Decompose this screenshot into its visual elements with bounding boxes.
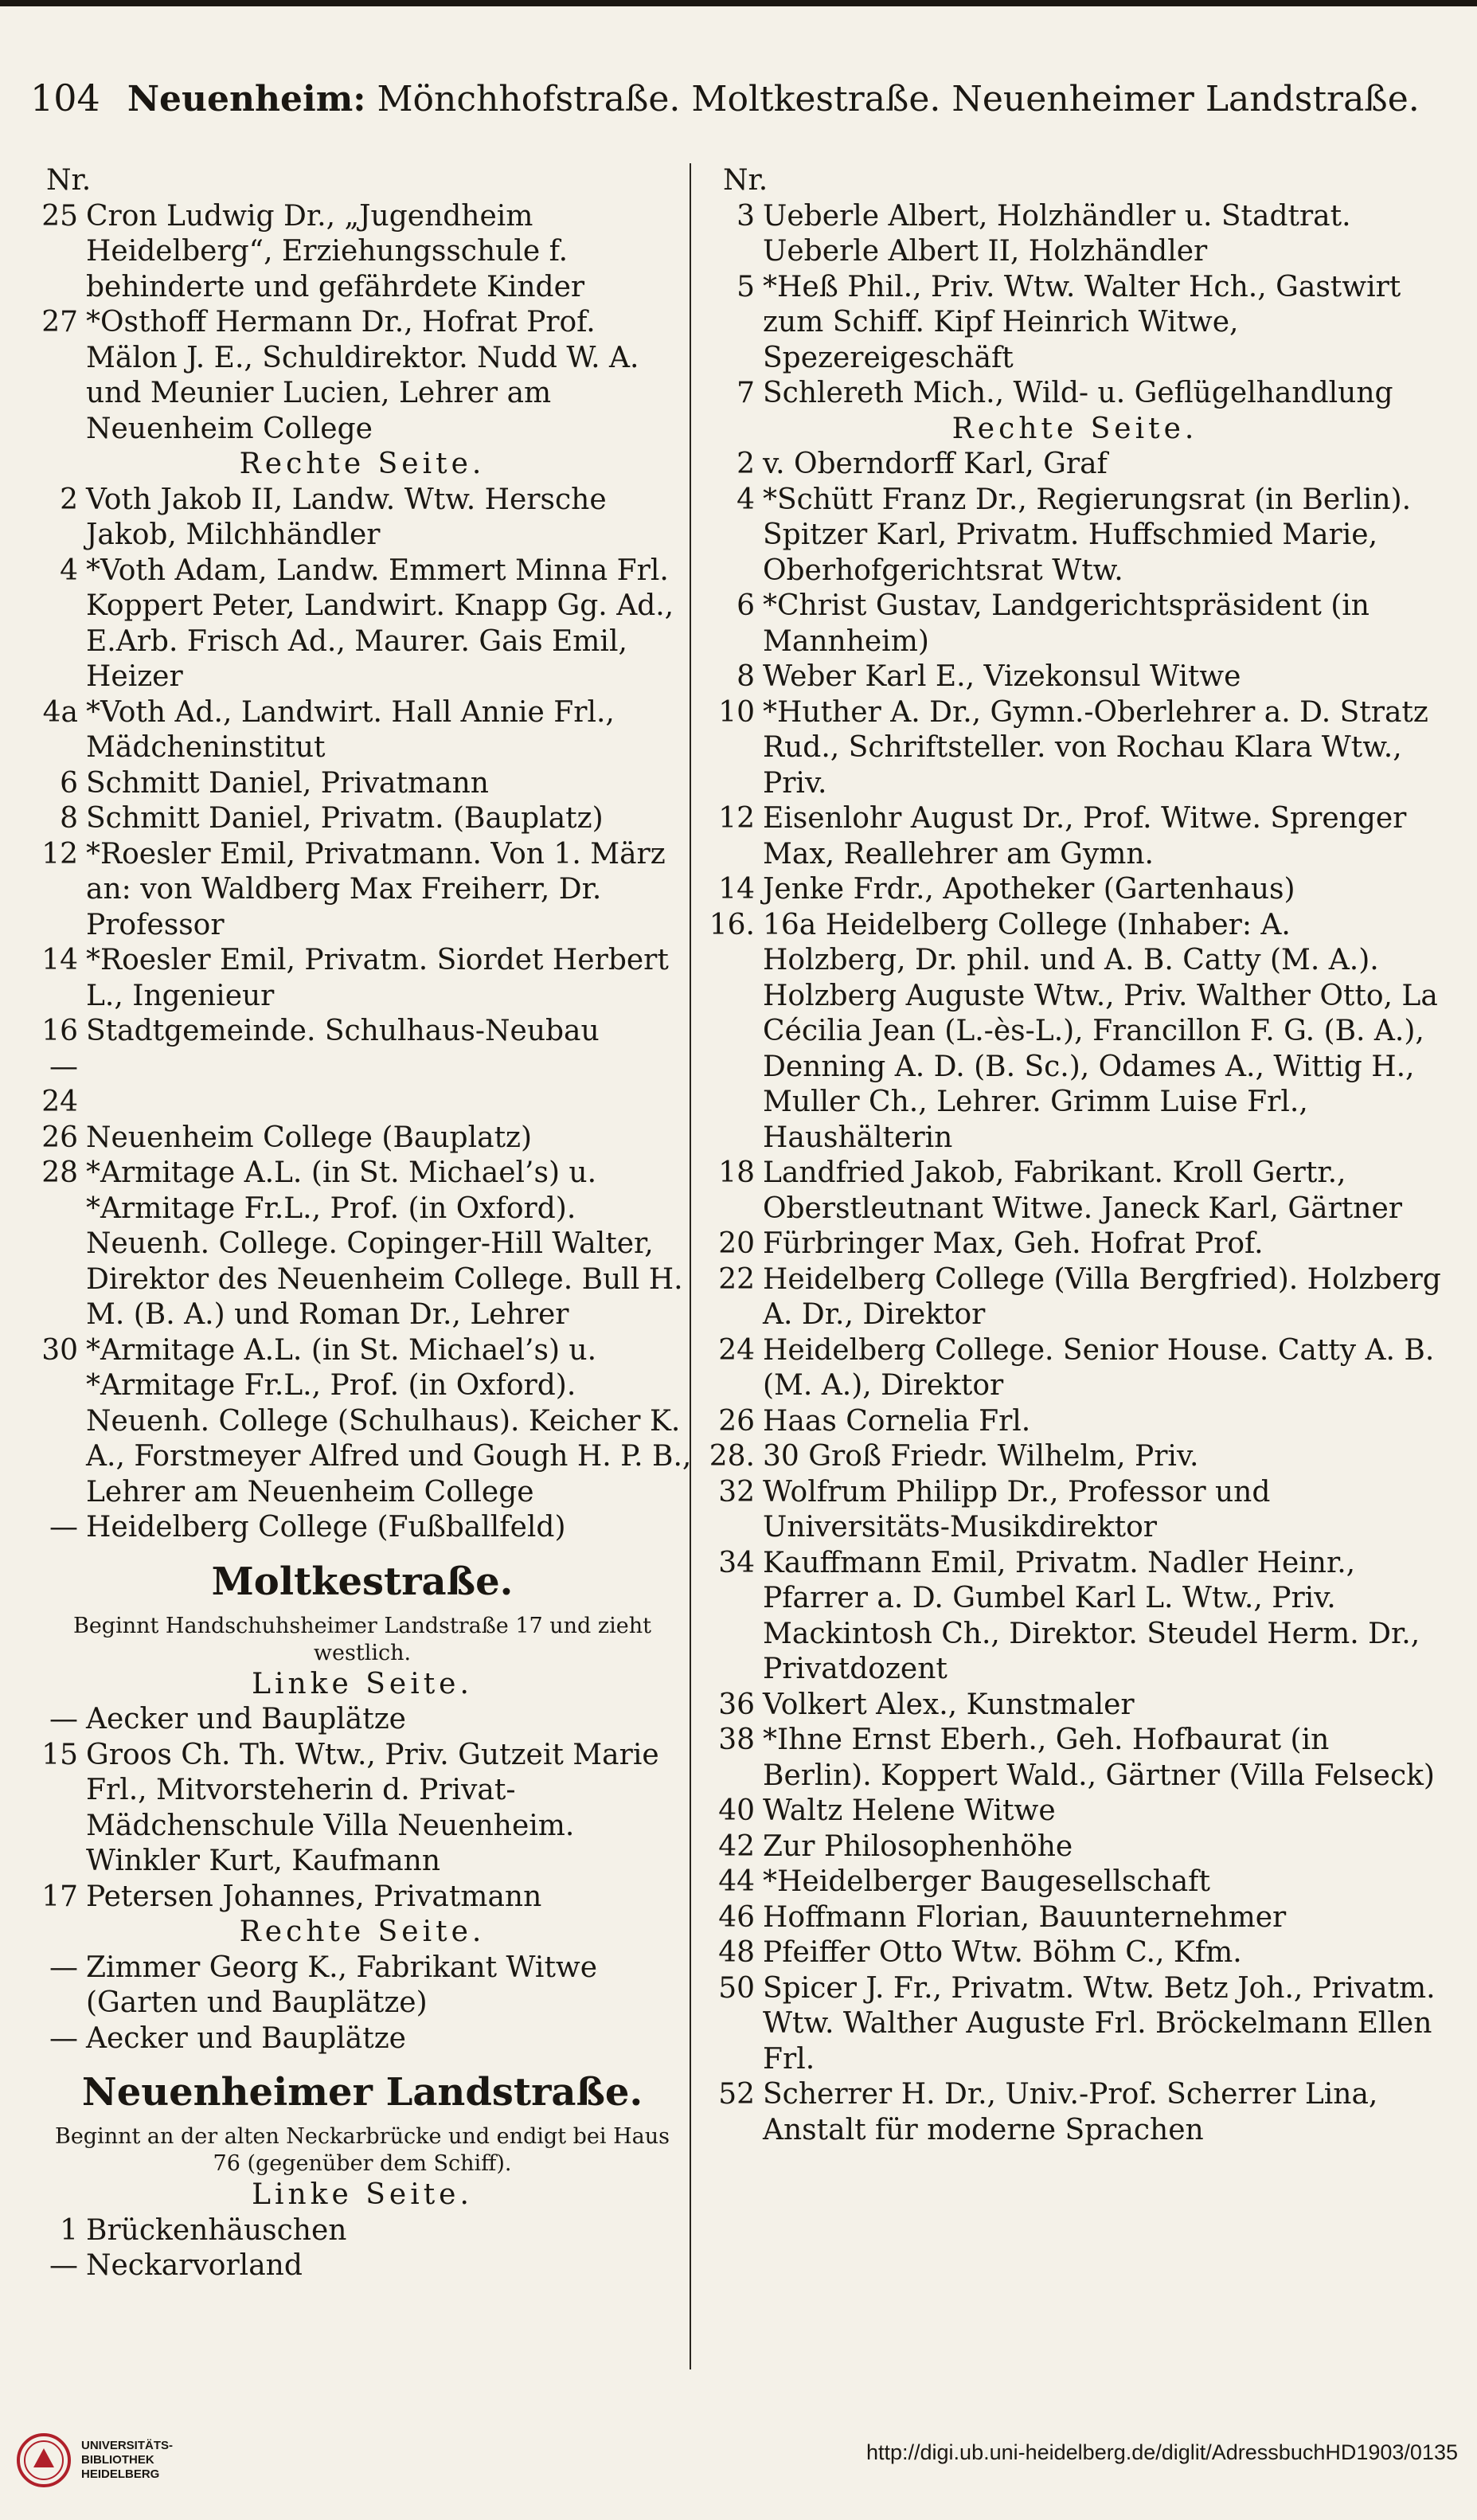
logo-line: HEIDELBERG [81, 2467, 160, 2481]
directory-entry [709, 1794, 1441, 1829]
entry-text: *Armitage A.L. (in St. Michael’s) u. *Armitage Fr.L., Prof. (in Oxford). Neuenh. College (Schulhaus). Keicher K. A., Forstmeyer Alfred und Gough H. P. B., Lehrer am Neuenheim College [86, 1333, 692, 1508]
entry-text: *Heidelberger Baugesellschaft [763, 1865, 1210, 1898]
house-number: 2 [60, 483, 78, 516]
directory-entry [709, 1971, 1441, 2078]
house-number: 27 [41, 306, 78, 338]
house-number: 42 [718, 1829, 755, 1863]
entry-text: Aecker und Bauplätze [86, 1703, 406, 1735]
entry-text: *Roesler Emil, Privatm. Siordet Herbert L., Ingenieur [86, 944, 669, 1012]
directory-entry [709, 589, 1441, 659]
house-number: 46 [718, 1900, 755, 1934]
entry-text: 30 Groß Friedr. Wilhelm, Priv. [763, 1440, 1199, 1473]
house-number: 8 [737, 660, 755, 693]
directory-entry [709, 270, 1441, 377]
house-number: 12 [718, 802, 755, 835]
street-note: Beginnt Handschuhsheimer Landstraße 17 und zieht westlich. [72, 1613, 651, 1665]
directory-entry [709, 1829, 1441, 1865]
header-place: Neuenheim: [127, 79, 366, 119]
entry-text: Heidelberg College (Villa Bergfried). Holzberg A. Dr., Direktor [763, 1262, 1441, 1331]
directory-entry [32, 199, 693, 306]
house-number: 32 [718, 1475, 755, 1508]
entry-text: *Roesler Emil, Privatmann. Von 1. März an: von Waldberg Max Freiherr, Dr. Professor [86, 837, 666, 941]
directory-entry [709, 801, 1441, 872]
entry-text: *Osthoff Hermann Dr., Hofrat Prof. Mälon J. E., Schuldirektor. Nudd W. A. und Meunier Lucien, Lehrer am Neuenheim College [86, 306, 639, 445]
directory-entry [32, 1156, 693, 1333]
directory-entry [709, 1865, 1441, 1900]
house-number: 20 [718, 1227, 755, 1260]
house-number: 4a [42, 695, 78, 729]
directory-entry [32, 1702, 693, 1738]
directory-entry [709, 1723, 1441, 1794]
house-number: — [49, 1511, 78, 1544]
side-heading: Rechte Seite. [239, 448, 486, 480]
header-streets: Mönchhofstraße. Moltkestraße. Neuenheimer Landstraße. [377, 79, 1420, 119]
house-number: 50 [718, 1971, 755, 2005]
street-note: Beginnt an der alten Neckarbrücke und endigt bei Haus 76 (gegenüber dem Schiff). [54, 2124, 670, 2176]
directory-entry [32, 2213, 693, 2249]
directory-entry [32, 801, 693, 837]
street-heading-landstrasse: Neuenheimer Landstraße. [81, 2070, 643, 2115]
entry-list [709, 199, 1441, 412]
directory-entry [709, 1900, 1441, 1936]
house-number: 16. [709, 908, 755, 941]
left-column [32, 163, 693, 2284]
logo-line: UNIVERSITÄTS- [81, 2439, 174, 2452]
house-number: 10 [718, 695, 755, 729]
entry-text: Ueberle Albert, Holzhändler u. Stadtrat. Ueberle Albert II, Holzhändler [763, 199, 1351, 268]
entry-text: Haas Cornelia Frl. [763, 1404, 1031, 1438]
entry-text: Petersen Johannes, Privatmann [86, 1880, 542, 1913]
directory-entry [709, 1935, 1441, 1971]
entry-text: Wolfrum Philipp Dr., Professor und Universitäts-Musikdirektor [763, 1475, 1271, 1544]
nr-label: Nr. [46, 164, 92, 197]
page-number: 104 [30, 76, 100, 119]
entry-text: 16a Heidelberg College (Inhaber: A. Holzberg, Dr. phil. und A. B. Catty (M. A.). Holzberg Auguste Wtw., Priv. Walther Otto, La Cécilia Jean (L.-ès-L.), Francillon F. G. (B. A.), Denning A. D. (B. Sc.), Odames A., Wittig H., Muller Ch., Lehrer. Grimm Luise Frl., Haushälterin [763, 908, 1438, 1154]
house-number: 38 [718, 1724, 755, 1756]
entry-text: Scherrer H. Dr., Univ.-Prof. Scherrer Lina, Anstalt für moderne Sprachen [763, 2078, 1378, 2146]
entry-text: Heidelberg College. Senior House. Catty A. B. (M. A.), Direktor [763, 1333, 1435, 1402]
directory-entry [709, 659, 1441, 695]
entry-list [32, 199, 693, 448]
house-number: 52 [718, 2078, 755, 2111]
house-number: 30 [41, 1333, 78, 1367]
entry-text: Pfeiffer Otto Wtw. Böhm C., Kfm. [763, 1936, 1242, 1969]
logo-line: BIBLIOTHEK [81, 2453, 154, 2467]
house-number: 48 [718, 1936, 755, 1969]
house-number: 22 [718, 1262, 755, 1296]
directory-entry [709, 695, 1441, 802]
entry-list [32, 1951, 693, 2057]
directory-entry [709, 1227, 1441, 1262]
entry-text: *Ihne Ernst Eberh., Geh. Hofbaurat (in Berlin). Koppert Wald., Gärtner (Villa Felseck) [763, 1724, 1435, 1792]
house-number: 15 [41, 1738, 78, 1771]
directory-entry [709, 483, 1441, 589]
house-number: 8 [60, 802, 78, 835]
side-heading: Rechte Seite. [951, 412, 1198, 445]
house-number: 28 [41, 1156, 78, 1189]
street-heading-moltke: Moltkestraße. [211, 1559, 514, 1604]
library-logo[interactable] [16, 2424, 207, 2496]
directory-entry [32, 1880, 693, 1915]
entry-text: Brückenhäuschen [86, 2213, 347, 2247]
entry-text: Cron Ludwig Dr., „Jugendheim Heidelberg“, Erziehungsschule f. behinderte und gefährdete Kinder [86, 199, 585, 303]
entry-list [709, 447, 1441, 2148]
house-number: 24 [718, 1333, 755, 1367]
entry-text: Spicer J. Fr., Privatm. Wtw. Betz Joh., Privatm. Wtw. Walther Auguste Frl. Bröckelmann Ellen Frl. [763, 1971, 1436, 2076]
right-column [709, 163, 1441, 2148]
entry-text: Waltz Helene Witwe [763, 1794, 1056, 1827]
directory-entry [709, 1333, 1441, 1404]
entry-text: Neckarvorland [86, 2249, 303, 2282]
house-number: — [49, 1951, 78, 1984]
nr-label: Nr. [723, 164, 768, 197]
directory-entry [709, 376, 1441, 412]
directory-entry [709, 2077, 1441, 2148]
house-number: 28. [709, 1440, 755, 1473]
entry-text: *Huther A. Dr., Gymn.-Oberlehrer a. D. Stratz Rud., Schriftsteller. von Rochau Klara Wtw., Priv. [763, 695, 1428, 800]
entry-list [32, 2213, 693, 2284]
directory-entry [709, 1688, 1441, 1724]
house-number: 6 [737, 589, 755, 622]
entry-text: Schlereth Mich., Wild- u. Geflügelhandlung [763, 377, 1393, 409]
directory-entry [32, 1510, 693, 1546]
house-number: 18 [718, 1156, 755, 1189]
directory-entry [32, 305, 693, 447]
house-number: 25 [41, 199, 78, 233]
directory-entry [709, 908, 1441, 1156]
entry-list [32, 483, 693, 1546]
directory-entry [709, 872, 1441, 908]
house-number: 34 [718, 1546, 755, 1579]
house-number: 14 [718, 873, 755, 906]
entry-text: Schmitt Daniel, Privatmann [86, 766, 489, 800]
page-header [30, 76, 1420, 132]
house-number: 12 [41, 837, 78, 871]
entry-text: Jenke Frdr., Apotheker (Gartenhaus) [763, 873, 1295, 906]
side-heading: Linke Seite. [252, 2178, 473, 2211]
directory-entry [32, 483, 693, 554]
top-border-line [0, 0, 1477, 6]
directory-entry [709, 1546, 1441, 1688]
entry-text: Weber Karl E., Vizekonsul Witwe [763, 660, 1241, 693]
entry-text: Eisenlohr August Dr., Prof. Witwe. Sprenger Max, Reallehrer am Gymn. [763, 802, 1407, 871]
entry-text: *Armitage A.L. (in St. Michael’s) u. *Armitage Fr.L., Prof. (in Oxford). Neuenh. College. Copinger-Hill Walter, Direktor des Neuenheim College. Bull H. M. (B. A.) und Roman Dr., Lehrer [86, 1156, 683, 1331]
house-number: 44 [718, 1865, 755, 1898]
house-number: 26 [41, 1121, 78, 1154]
directory-entry [32, 837, 693, 944]
entry-text: Kauffmann Emil, Privatm. Nadler Heinr., Pfarrer a. D. Gumbel Karl L. Wtw., Priv. Mackintosh Ch., Direktor. Steudel Herm. Dr., Privatdozent [763, 1546, 1420, 1685]
entry-text: Heidelberg College (Fußballfeld) [86, 1511, 566, 1544]
entry-text: Schmitt Daniel, Privatm. (Bauplatz) [86, 802, 604, 835]
directory-entry [709, 1404, 1441, 1440]
directory-entry [32, 1951, 693, 2021]
entry-text: *Heß Phil., Priv. Wtw. Walter Hch., Gastwirt zum Schiff. Kipf Heinrich Witwe, Spezereigeschäft [763, 270, 1401, 374]
library-seal-icon [16, 2432, 72, 2488]
entry-text: Fürbringer Max, Geh. Hofrat Prof. [763, 1227, 1264, 1260]
directory-entry [32, 2021, 693, 2057]
directory-entry [709, 1475, 1441, 1546]
side-heading: Rechte Seite. [239, 1915, 486, 1948]
entry-text: *Christ Gustav, Landgerichtspräsident (in Mannheim) [763, 589, 1370, 658]
entry-text: Zur Philosophenhöhe [763, 1829, 1073, 1863]
house-number: 14 [41, 944, 78, 976]
house-number: — [49, 1703, 78, 1735]
source-url-link[interactable]: http://digi.ub.uni-heidelberg.de/diglit/AdressbuchHD1903/0135 [865, 2440, 1458, 2464]
entry-text: Zimmer Georg K., Fabrikant Witwe (Garten und Bauplätze) [86, 1951, 598, 2019]
directory-entry [32, 943, 693, 1014]
house-number: 7 [737, 377, 755, 409]
entry-text: Stadtgemeinde. Schulhaus-Neubau [86, 1015, 600, 1047]
entry-text: *Schütt Franz Dr., Regierungsrat (in Berlin). Spitzer Karl, Privatm. Huffschmied Marie, Oberhofgerichtsrat Wtw. [763, 483, 1412, 587]
entry-text: Aecker und Bauplätze [86, 2021, 406, 2055]
directory-entry [32, 554, 693, 695]
entry-text: Neuenheim College (Bauplatz) [86, 1121, 533, 1154]
directory-entry [709, 1439, 1441, 1475]
directory-entry [32, 766, 693, 802]
directory-entry [709, 447, 1441, 483]
directory-entry [32, 1121, 693, 1156]
house-number: 4 [737, 483, 755, 516]
directory-entry [32, 1738, 693, 1880]
house-number: 2 [737, 448, 755, 480]
directory-entry [709, 199, 1441, 270]
house-number: — [49, 2021, 78, 2055]
directory-entry [32, 2248, 693, 2284]
entry-text: Voth Jakob II, Landw. Wtw. Hersche Jakob, Milchhändler [86, 483, 607, 551]
directory-entry [709, 1262, 1441, 1333]
entry-text: *Voth Ad., Landwirt. Hall Annie Frl., Mädcheninstitut [86, 695, 615, 764]
house-number: — [49, 2249, 78, 2282]
house-number: 36 [718, 1688, 755, 1721]
house-number: 17 [41, 1880, 78, 1913]
house-number: 40 [718, 1794, 755, 1827]
house-number: 16—24 [41, 1015, 78, 1118]
house-number: 4 [60, 554, 78, 587]
entry-text: *Voth Adam, Landw. Emmert Minna Frl. Koppert Peter, Landwirt. Knapp Gg. Ad., E.Arb. Frisch Ad., Maurer. Gais Emil, Heizer [86, 554, 674, 693]
directory-entry [32, 1014, 693, 1121]
entry-text: Hoffmann Florian, Bauunternehmer [763, 1900, 1287, 1934]
house-number: 3 [737, 199, 755, 233]
entry-text: Landfried Jakob, Fabrikant. Kroll Gertr., Oberstleutnant Witwe. Janeck Karl, Gärtner [763, 1156, 1402, 1225]
house-number: 26 [718, 1404, 755, 1438]
entry-list [32, 1702, 693, 1915]
entry-text: v. Oberndorff Karl, Graf [763, 448, 1108, 480]
entry-text: Groos Ch. Th. Wtw., Priv. Gutzeit Marie Frl., Mitvorsteherin d. Privat-Mädchenschule Villa Neuenheim. Winkler Kurt, Kaufmann [86, 1738, 659, 1877]
directory-entry [32, 1333, 693, 1511]
house-number: 1 [60, 2213, 78, 2247]
directory-entry [32, 695, 693, 766]
house-number: 5 [737, 270, 755, 303]
side-heading: Linke Seite. [252, 1667, 473, 1700]
entry-text: Volkert Alex., Kunstmaler [763, 1688, 1135, 1721]
directory-entry [709, 1156, 1441, 1227]
house-number: 6 [60, 766, 78, 800]
